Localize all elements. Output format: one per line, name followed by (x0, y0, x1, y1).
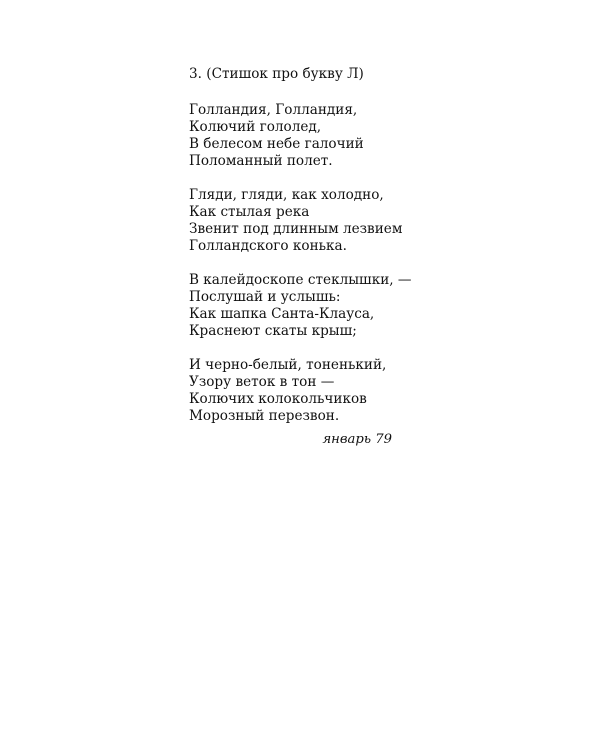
poem-line: Гляди, гляди, как холодно, (189, 187, 384, 203)
poem-line: Голландского конька. (189, 238, 347, 254)
poem-line: Поломанный полет. (189, 153, 333, 169)
poem-line: В белесом небе галочий (189, 136, 364, 152)
poem-line: Звенит под длинным лезвием (189, 221, 403, 237)
poem-date: январь 79 (322, 432, 392, 447)
stanza-1 (189, 102, 399, 170)
poem-line: Узору веток в тон — (189, 374, 335, 390)
poem-line: Как стылая река (189, 204, 310, 220)
poem-line: Колючих колокольчиков (189, 391, 367, 407)
poem-line: И черно-белый, тоненький, (189, 357, 387, 373)
stanza-4 (189, 357, 399, 425)
stanza-2 (189, 187, 403, 255)
poem-line: Колючий гололед, (189, 119, 322, 135)
poem-line: Как шапка Санта-Клауса, (189, 306, 375, 322)
poem-line: Голландия, Голландия, (189, 102, 358, 118)
stanza-3 (189, 272, 412, 340)
poem (189, 64, 412, 449)
poem-line: Морозный перезвон. (189, 408, 340, 424)
poem-line: Краснеют скаты крыш; (189, 323, 357, 339)
poem-line: Послушай и услышь: (189, 289, 341, 305)
poem-line: В калейдоскопе стеклышки, — (189, 272, 412, 288)
poem-title: 3. (Стишок про букву Л) (189, 66, 364, 82)
